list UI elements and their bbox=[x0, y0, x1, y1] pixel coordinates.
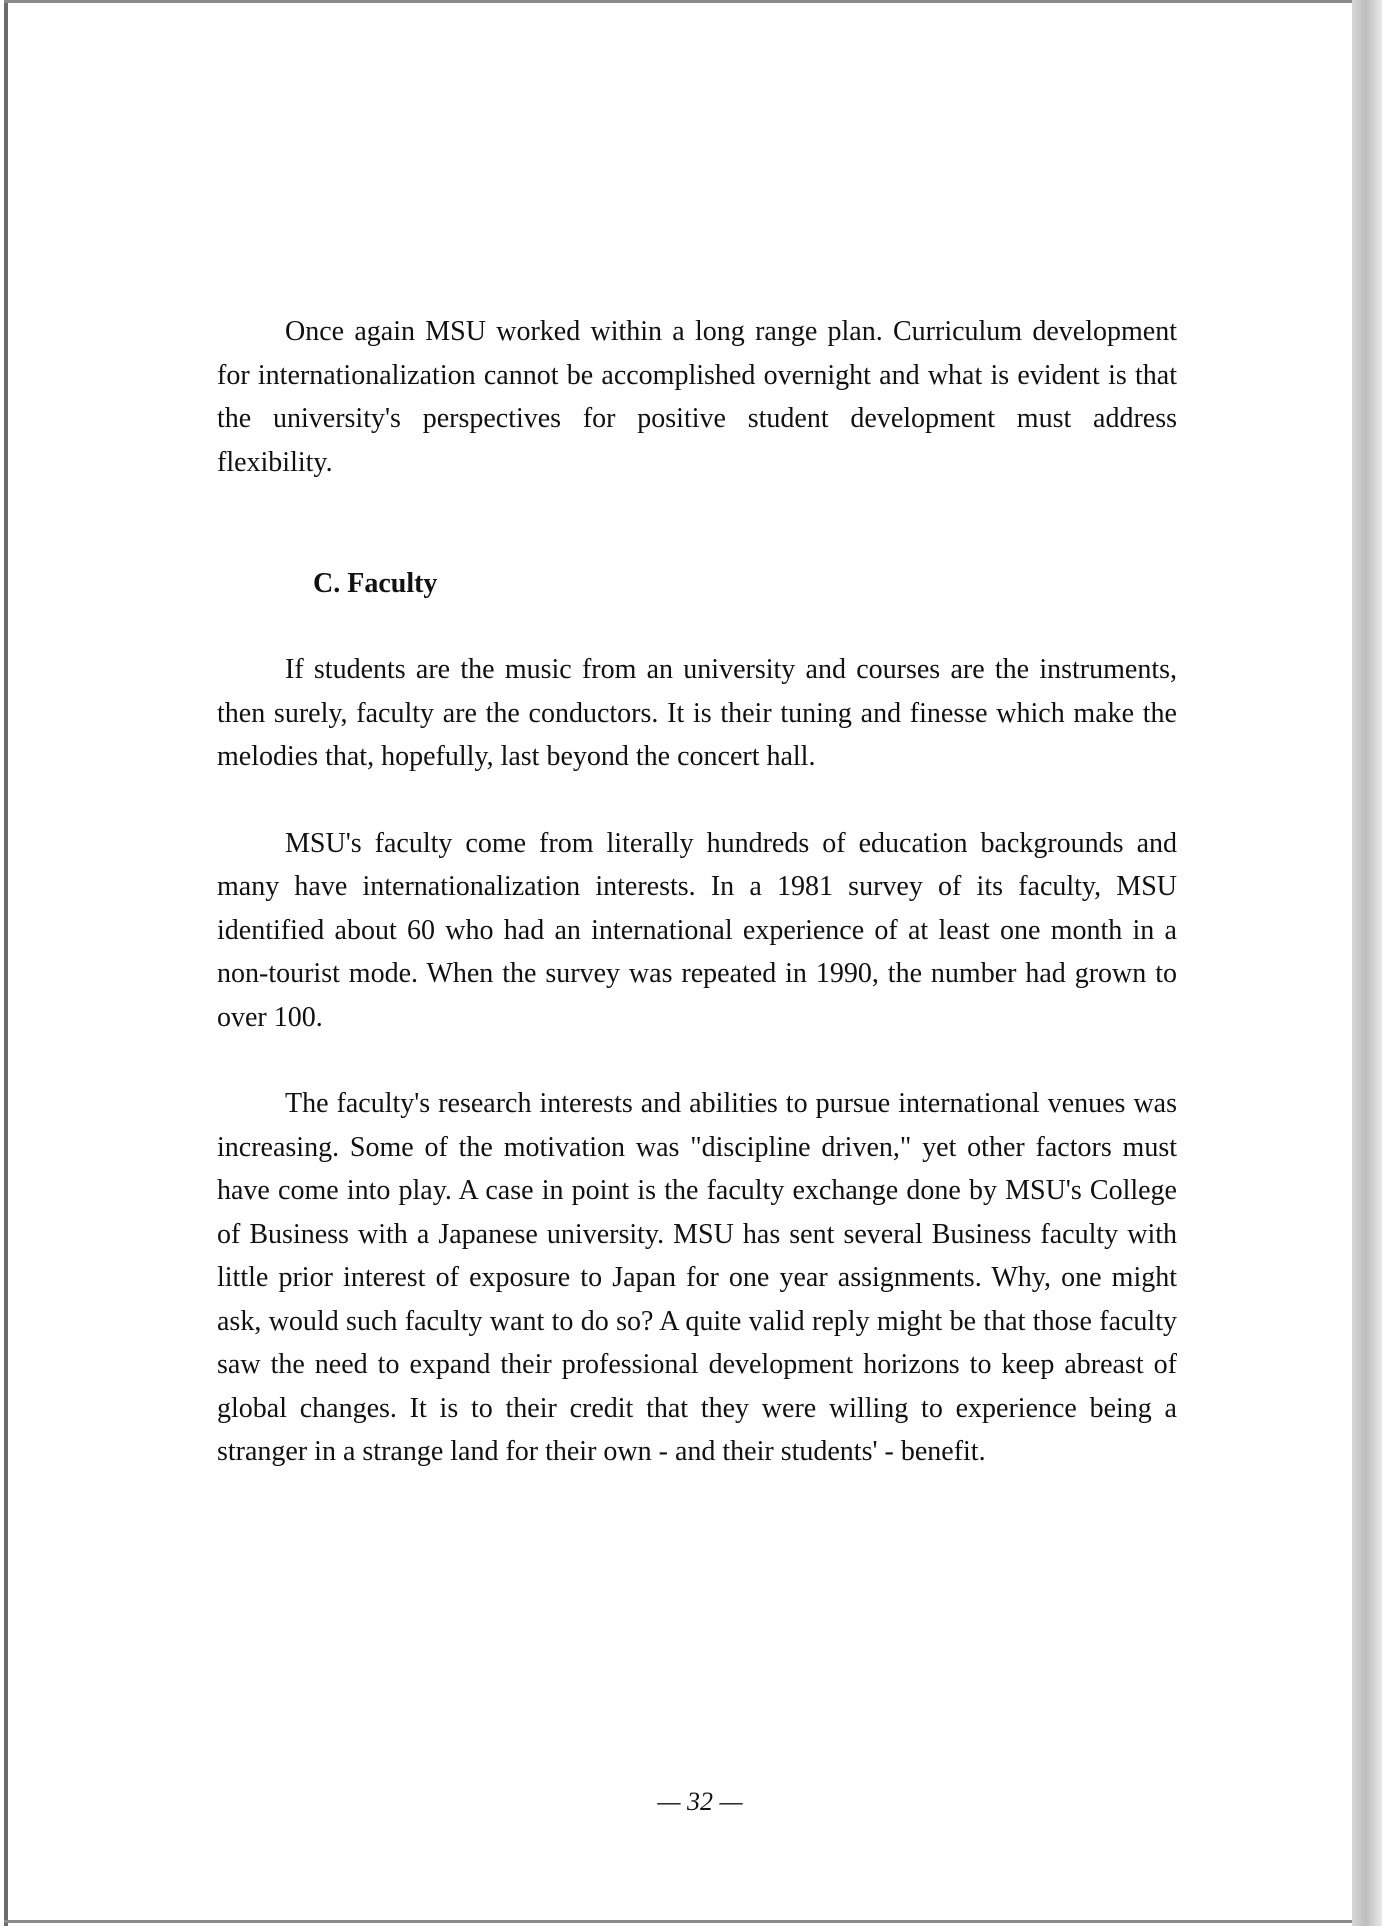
page-number: — 32 — bbox=[657, 1787, 743, 1816]
paragraph-curriculum: Once again MSU worked within a long range plan. Curriculum development for internationalization cannot be accomplished overnight and what is evident is that the university's perspectives for positive student development must address flexibility. bbox=[217, 316, 1177, 478]
paragraph-faculty-survey: MSU's faculty come from literally hundreds of education backgrounds and many have internationalization interests. In a 1981 survey of its faculty, MSU identified about 60 who had an international experience of at least one month in a non-tourist mode. When the survey was repeated in 1990, the number had grown to over 100. bbox=[217, 827, 1177, 1033]
paragraph-faculty-research: The faculty's research interests and abilities to pursue international venues was increasing. Some of the motivation was "discipline driven," yet other factors must have come into play. A case in point is the faculty exchange done by MSU's College of Business with a Japanese university. MSU has sent several Business faculty with little prior interest of exposure to Japan for one year assignments. Why, one might ask, would such faculty want to do so? A quite valid reply might be that those faculty saw the need to expand their professional development horizons to keep abreast of global changes. It is to their credit that they were willing to experience being a stranger in a strange land for their own - and their students' - benefit. bbox=[217, 1088, 1177, 1467]
section-heading-faculty: C. Faculty bbox=[313, 568, 438, 599]
page-left-edge bbox=[4, 0, 8, 1926]
page-right-shadow bbox=[1352, 0, 1382, 1926]
paragraph-faculty-conductors: If students are the music from an university and courses are the instruments, then surely, faculty are the conductors. It is their tuning and finesse which make the melodies that, hopefully, last beyond the concert hall. bbox=[217, 654, 1177, 772]
page-top-edge bbox=[4, 0, 1356, 3]
page-content bbox=[217, 310, 1177, 1474]
page-bottom-edge bbox=[4, 1920, 1356, 1923]
